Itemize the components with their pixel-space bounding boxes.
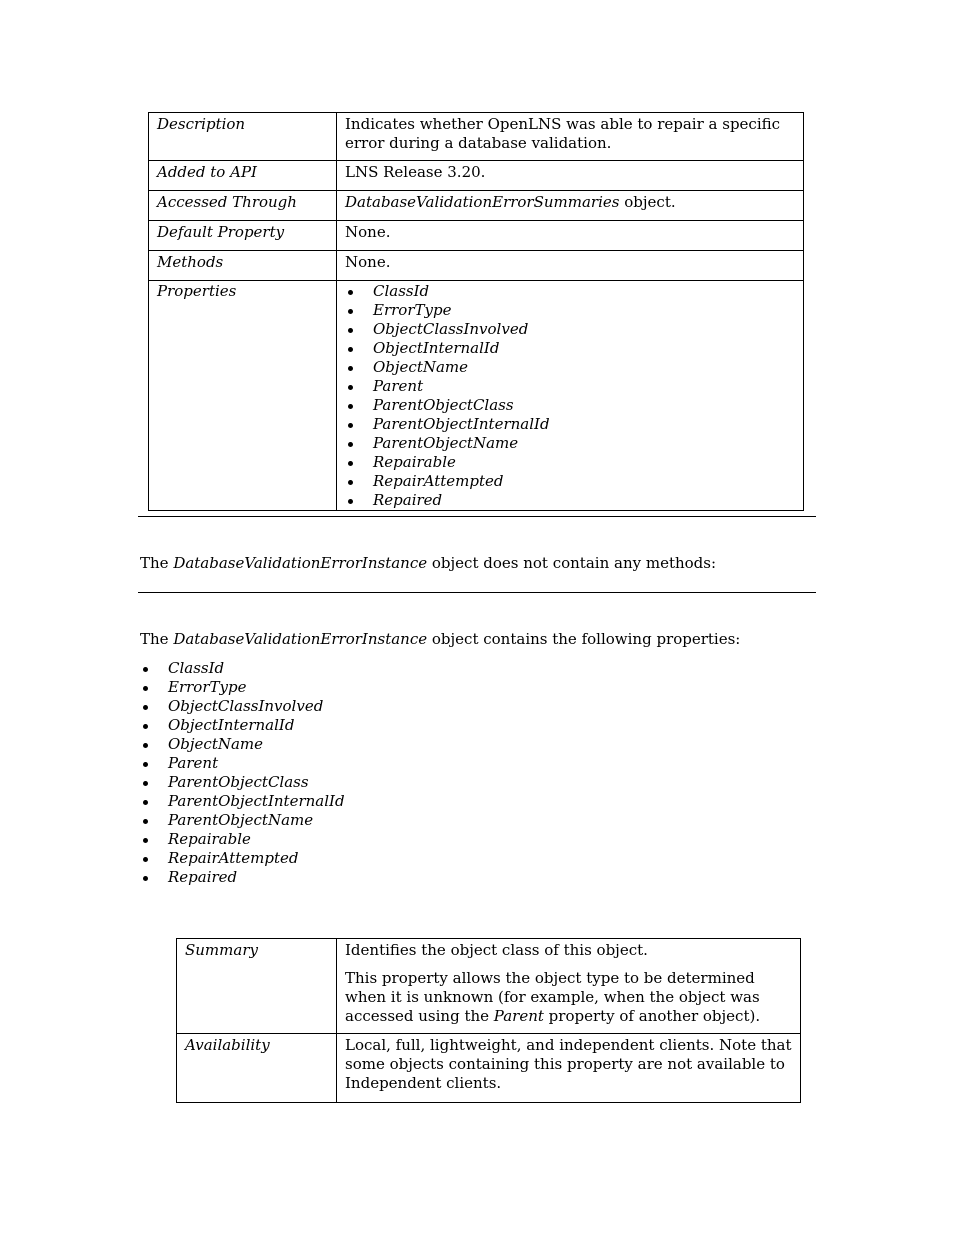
list-item: ObjectName xyxy=(345,358,795,377)
table-row xyxy=(149,221,804,251)
list-item: ObjectClassInvolved xyxy=(345,320,795,339)
list-item: ErrorType xyxy=(140,678,345,697)
summary-detail-a: This property allows the object type to be determined when it is unknown (for example, when the object was accessed using the xyxy=(345,969,760,1025)
table-row xyxy=(177,939,801,1034)
section-divider xyxy=(138,516,816,517)
list-item: Parent xyxy=(345,377,795,396)
list-item: ClassId xyxy=(345,282,795,301)
table-row xyxy=(149,113,804,161)
section-divider xyxy=(138,592,816,593)
methods-paragraph xyxy=(140,554,716,573)
row-label: Properties xyxy=(149,281,337,511)
list-item: ObjectInternalId xyxy=(140,716,345,735)
list-item: ParentObjectClass xyxy=(140,773,345,792)
properties-paragraph xyxy=(140,630,740,649)
list-item: ParentObjectName xyxy=(140,811,345,830)
row-label: Added to API xyxy=(149,161,337,191)
list-item: Parent xyxy=(140,754,345,773)
table-property-list xyxy=(345,282,795,510)
row-value xyxy=(337,939,801,1034)
classid-property-table xyxy=(176,938,801,1103)
list-item: Repairable xyxy=(140,830,345,849)
list-item: Repaired xyxy=(345,491,795,510)
text-prefix: The xyxy=(140,630,174,648)
object-summary-table xyxy=(148,112,804,511)
list-item: RepairAttempted xyxy=(140,849,345,868)
list-item: Repairable xyxy=(345,453,795,472)
row-value xyxy=(337,191,804,221)
row-label: Availability xyxy=(177,1034,337,1103)
summary-detail xyxy=(345,969,792,1026)
row-label: Methods xyxy=(149,251,337,281)
list-item: ParentObjectInternalId xyxy=(140,792,345,811)
row-value: Local, full, lightweight, and independent clients. Note that some objects containing this property are not available to Independent clients. xyxy=(337,1034,801,1103)
object-name: DatabaseValidationErrorInstance xyxy=(173,630,428,648)
text-prefix: The xyxy=(140,554,174,572)
table-row xyxy=(149,191,804,221)
list-item: ObjectClassInvolved xyxy=(140,697,345,716)
text-suffix: object does not contain any methods: xyxy=(427,554,717,572)
properties-list xyxy=(140,659,345,887)
accessed-through-suffix: object. xyxy=(619,193,676,211)
row-label: Description xyxy=(149,113,337,161)
row-label: Default Property xyxy=(149,221,337,251)
row-label: Summary xyxy=(177,939,337,1034)
table-row xyxy=(177,1034,801,1103)
list-item: ObjectName xyxy=(140,735,345,754)
parent-property-ref: Parent xyxy=(493,1007,544,1025)
list-item: ClassId xyxy=(140,659,345,678)
table-row xyxy=(149,281,804,511)
list-item: ParentObjectClass xyxy=(345,396,795,415)
summary-text: Identifies the object class of this object. xyxy=(345,941,648,959)
text-suffix: object contains the following properties: xyxy=(427,630,741,648)
row-value: Indicates whether OpenLNS was able to repair a specific error during a database validation. xyxy=(337,113,804,161)
table-row xyxy=(149,251,804,281)
row-label: Accessed Through xyxy=(149,191,337,221)
row-value: LNS Release 3.20. xyxy=(337,161,804,191)
table-row xyxy=(149,161,804,191)
object-name: DatabaseValidationErrorInstance xyxy=(173,554,428,572)
list-item: ObjectInternalId xyxy=(345,339,795,358)
summary-detail-b: property of another object). xyxy=(543,1007,761,1025)
list-item: Repaired xyxy=(140,868,345,887)
row-value xyxy=(337,281,804,511)
list-item: ParentObjectInternalId xyxy=(345,415,795,434)
accessed-through-object: DatabaseValidationErrorSummaries xyxy=(345,193,620,211)
list-item: ParentObjectName xyxy=(345,434,795,453)
row-value: None. xyxy=(337,221,804,251)
list-item: ErrorType xyxy=(345,301,795,320)
list-item: RepairAttempted xyxy=(345,472,795,491)
row-value: None. xyxy=(337,251,804,281)
